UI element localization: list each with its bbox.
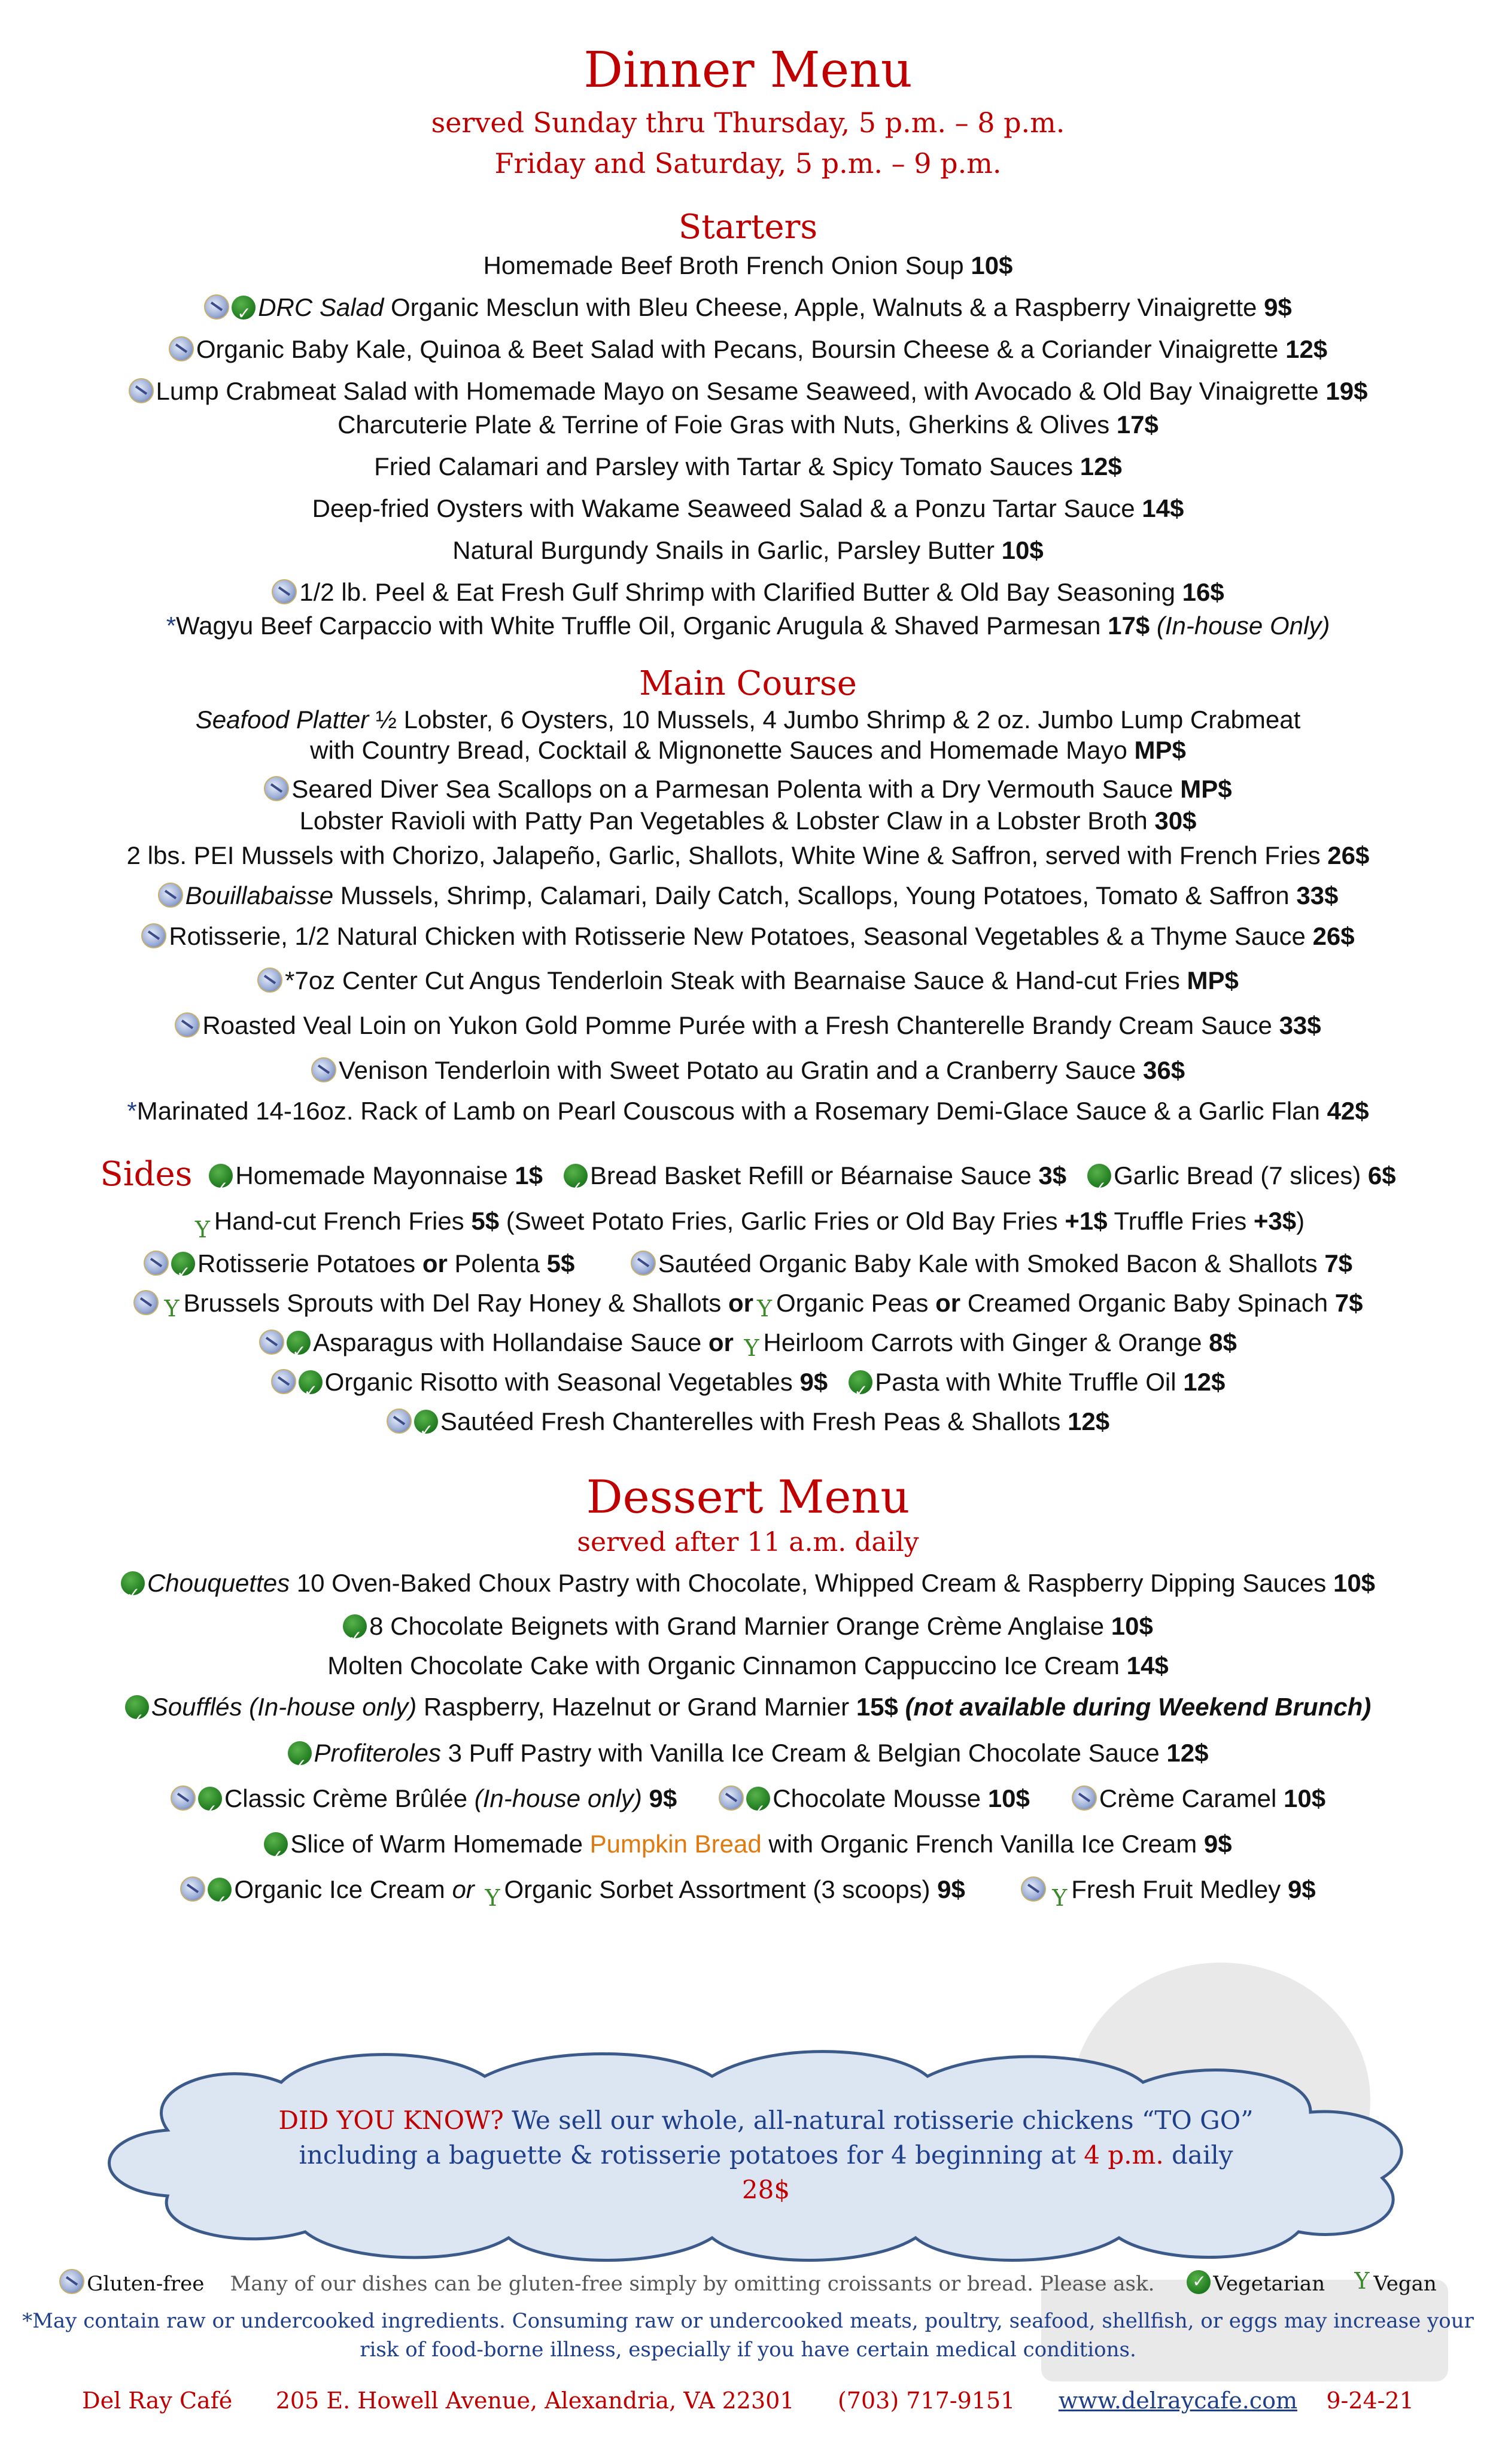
sides-row-4: YBrussels Sprouts with Del Ray Honey & Shallots orY Organic Peas or Creamed Organic Baby Spinach 7$	[0, 1283, 1496, 1323]
dessert-item: Molten Chocolate Cake with Organic Cinnamon Cappuccino Ice Cream 14$	[327, 1651, 1169, 1680]
gluten-free-icon	[259, 1330, 284, 1355]
gluten-free-icon	[158, 883, 183, 908]
starter-item: 1/2 lb. Peel & Eat Fresh Gulf Shrimp with Clarified Butter & Old Bay Seasoning 16$	[0, 576, 1496, 609]
vegetarian-icon	[171, 1252, 195, 1276]
vegetarian-icon	[198, 1787, 222, 1811]
vegetarian-icon	[849, 1370, 872, 1394]
gluten-free-icon	[129, 378, 154, 403]
gluten-free-icon	[387, 1409, 412, 1434]
dessert-hours: served after 11 a.m. daily	[577, 1527, 919, 1558]
main-item: Rotisserie, 1/2 Natural Chicken with Rotisserie New Potatoes, Seasonal Vegetables & a Thyme Sauce 26$	[0, 916, 1496, 957]
vegan-icon	[1048, 1875, 1069, 1902]
menu-date: 9-24-21	[1326, 2387, 1414, 2414]
starters-heading: Starters	[678, 208, 818, 247]
raw-food-warning: *May contain raw or undercooked ingredients. Consuming raw or undercooked meats, poultry, seafood, shellfish, or eggs may increase your risk of food-borne illness, especially if you have certain medical conditions.	[22, 2309, 1474, 2362]
gluten-free-icon	[1021, 1876, 1046, 1902]
sides-heading: Sides	[100, 1155, 193, 1194]
restaurant-footer	[0, 2387, 1496, 2414]
restaurant-address: 205 E. Howell Avenue, Alexandria, VA 22301	[275, 2387, 795, 2414]
vegetarian-icon	[287, 1331, 311, 1355]
dessert-item: ✓8 Chocolate Beignets with Grand Marnier Orange Crème Anglaise 10$	[0, 1605, 1496, 1648]
vegetarian-icon	[746, 1787, 770, 1811]
gluten-free-icon	[144, 1251, 169, 1276]
gluten-free-icon	[204, 294, 229, 320]
main-item: 2 lbs. PEI Mussels with Chorizo, Jalapeño, Garlic, Shallots, White Wine & Saffron, served with French Fries 26$	[126, 841, 1370, 869]
starter-item: Fried Calamari and Parsley with Tartar & Spicy Tomato Sauces 12$	[374, 452, 1122, 480]
vegetarian-icon	[1187, 2270, 1211, 2294]
gluten-free-icon	[311, 1057, 336, 1082]
dessert-item: ✓Classic Crème Brûlée (In-house only) 9$ ✓ Chocolate Mousse 10$ Crème Caramel 10$	[0, 1776, 1496, 1821]
gluten-free-icon	[175, 1012, 200, 1038]
vegan-icon	[753, 1289, 774, 1315]
main-item-platter-cont: with Country Bread, Cocktail & Mignonette Sauces and Homemade Mayo MP$	[310, 736, 1186, 764]
dessert-item: ✓Chouquettes 10 Oven-Baked Choux Pastry with Chocolate, Whipped Cream & Raspberry Dipping Sauces 10$	[0, 1562, 1496, 1605]
vegetarian-icon	[208, 1878, 232, 1902]
vegan-icon	[481, 1875, 501, 1902]
main-item: Bouillabaisse Mussels, Shrimp, Calamari, Daily Catch, Scallops, Young Potatoes, Tomato & Saffron 33$	[0, 875, 1496, 916]
main-item: Lobster Ravioli with Patty Pan Vegetables & Lobster Claw in a Lobster Broth 30$	[299, 807, 1197, 835]
main-item: Venison Tenderloin with Sweet Potato au Gratin and a Cranberry Sauce 36$	[0, 1047, 1496, 1094]
vegetarian-icon	[209, 1164, 233, 1188]
vegan-icon	[161, 1289, 181, 1315]
vegetarian-icon	[1087, 1164, 1111, 1188]
vegetarian-icon	[288, 1741, 312, 1765]
vegetarian-icon	[232, 296, 256, 320]
sides-row-1: Sides✓ Homemade Mayonnaise 1$ ✓ Bread Basket Refill or Béarnaise Sauce 3$ ✓ Garlic Bread (7 slices) 6$	[0, 1152, 1496, 1198]
gluten-free-icon	[257, 968, 282, 993]
main-item-platter: Seafood Platter ½ Lobster, 6 Oysters, 10 Mussels, 4 Jumbo Shrimp & 2 oz. Jumbo Lump Crabmeat	[195, 705, 1301, 734]
sides-row-2: YHand-cut French Fries 5$ (Sweet Potato Fries, Garlic Fries or Old Bay Fries +1$ Truffle Fries +3$)	[0, 1198, 1496, 1244]
callout-text: DID YOU KNOW? We sell our whole, all-natural rotisserie chickens “TO GO” including a baguette & rotisserie potatoes for 4 beginning at 4 p.m. daily 28$	[278, 2106, 1254, 2204]
dinner-title: Dinner Menu	[583, 42, 913, 99]
gluten-free-icon	[272, 579, 297, 604]
restaurant-name: Del Ray Café	[82, 2387, 233, 2414]
sides-row-6: ✓Organic Risotto with Seasonal Vegetables 9$ ✓ Pasta with White Truffle Oil 12$	[0, 1362, 1496, 1402]
main-course-heading: Main Course	[639, 664, 857, 703]
main-item: *7oz Center Cut Angus Tenderloin Steak with Bearnaise Sauce & Hand-cut Fries MP$	[0, 957, 1496, 1005]
dessert-item: ✓Organic Ice Cream or Y Organic Sorbet Assortment (3 scoops) 9$ Y Fresh Fruit Medley 9$	[0, 1867, 1496, 1912]
vegan-icon	[741, 1328, 761, 1355]
sides-row-7: ✓Sautéed Fresh Chanterelles with Fresh Peas & Shallots 12$	[0, 1402, 1496, 1441]
starter-item: Charcuterie Plate & Terrine of Foie Gras with Nuts, Gherkins & Olives 17$	[337, 410, 1159, 439]
gluten-free-icon	[171, 1785, 196, 1811]
vegan-icon	[1351, 2268, 1371, 2294]
vegetarian-icon	[564, 1164, 588, 1188]
sides-row-5: ✓Asparagus with Hollandaise Sauce or Y Heirloom Carrots with Ginger & Orange 8$	[0, 1323, 1496, 1362]
main-item: Seared Diver Sea Scallops on a Parmesan Polenta with a Dry Vermouth Sauce MP$	[0, 772, 1496, 806]
gluten-free-icon	[1072, 1785, 1097, 1811]
gluten-free-icon	[141, 923, 166, 948]
main-item: Roasted Veal Loin on Yukon Gold Pomme Purée with a Fresh Chanterelle Brandy Cream Sauce 33$	[0, 1005, 1496, 1047]
gluten-free-icon	[133, 1290, 159, 1315]
vegetarian-icon	[299, 1370, 323, 1394]
dessert-title: Dessert Menu	[586, 1470, 910, 1523]
website-link[interactable]: www.delraycafe.com	[1058, 2387, 1297, 2414]
starter-item: Deep-fried Oysters with Wakame Seaweed Salad & a Ponzu Tartar Sauce 14$	[312, 494, 1184, 522]
restaurant-phone: (703) 717-9151	[837, 2387, 1015, 2414]
gluten-free-icon	[271, 1369, 296, 1394]
sides-row-3: ✓Rotisserie Potatoes or Polenta 5$ Sautéed Organic Baby Kale with Smoked Bacon & Shallots 7$	[0, 1244, 1496, 1283]
dinner-hours-weekend: Friday and Saturday, 5 p.m. – 9 p.m.	[494, 147, 1002, 180]
dessert-item: ✓Soufflés (In-house only) Raspberry, Hazelnut or Grand Marnier 15$ (not available during Weekend Brunch)	[0, 1684, 1496, 1730]
dessert-item: ✓Slice of Warm Homemade Pumpkin Bread with Organic French Vanilla Ice Cream 9$	[0, 1821, 1496, 1867]
gluten-free-icon	[719, 1785, 744, 1811]
vegetarian-icon	[125, 1695, 149, 1719]
starter-item: Homemade Beef Broth French Onion Soup 10$	[483, 251, 1013, 279]
gluten-free-icon	[59, 2269, 84, 2294]
starter-item: Lump Crabmeat Salad with Homemade Mayo on Sesame Seaweed, with Avocado & Old Bay Vinaigrette 19$	[0, 375, 1496, 408]
gluten-free-icon	[169, 336, 194, 361]
starter-item: ✓DRC Salad Organic Mesclun with Bleu Cheese, Apple, Walnuts & a Raspberry Vinaigrette 9$	[0, 291, 1496, 324]
diet-legend: Gluten-free Many of our dishes can be gluten-free simply by omitting croissants or bread. Please ask. ✓ Vegetarian Y Vegan	[0, 2268, 1496, 2296]
vegan-icon	[191, 1207, 212, 1233]
vegetarian-icon	[121, 1571, 145, 1595]
to-go-callout	[66, 2040, 1466, 2268]
dinner-hours-weekday: served Sunday thru Thursday, 5 p.m. – 8 p.m.	[431, 107, 1065, 139]
gluten-free-icon	[180, 1876, 205, 1902]
gluten-free-icon	[631, 1251, 656, 1276]
vegetarian-icon	[414, 1410, 438, 1434]
vegetarian-icon	[264, 1832, 288, 1856]
vegetarian-icon	[343, 1614, 367, 1638]
starter-item: *Wagyu Beef Carpaccio with White Truffle Oil, Organic Arugula & Shaved Parmesan 17$ (In-house Only)	[166, 612, 1330, 640]
gluten-free-icon	[264, 776, 289, 801]
dessert-item: ✓Profiteroles 3 Puff Pastry with Vanilla Ice Cream & Belgian Chocolate Sauce 12$	[0, 1730, 1496, 1776]
starter-item: Organic Baby Kale, Quinoa & Beet Salad with Pecans, Boursin Cheese & a Coriander Vinaigrette 12$	[0, 333, 1496, 366]
main-item: *Marinated 14-16oz. Rack of Lamb on Pearl Couscous with a Rosemary Demi-Glace Sauce & a Garlic Flan 42$	[127, 1097, 1369, 1125]
starter-item: Natural Burgundy Snails in Garlic, Parsley Butter 10$	[452, 536, 1044, 564]
